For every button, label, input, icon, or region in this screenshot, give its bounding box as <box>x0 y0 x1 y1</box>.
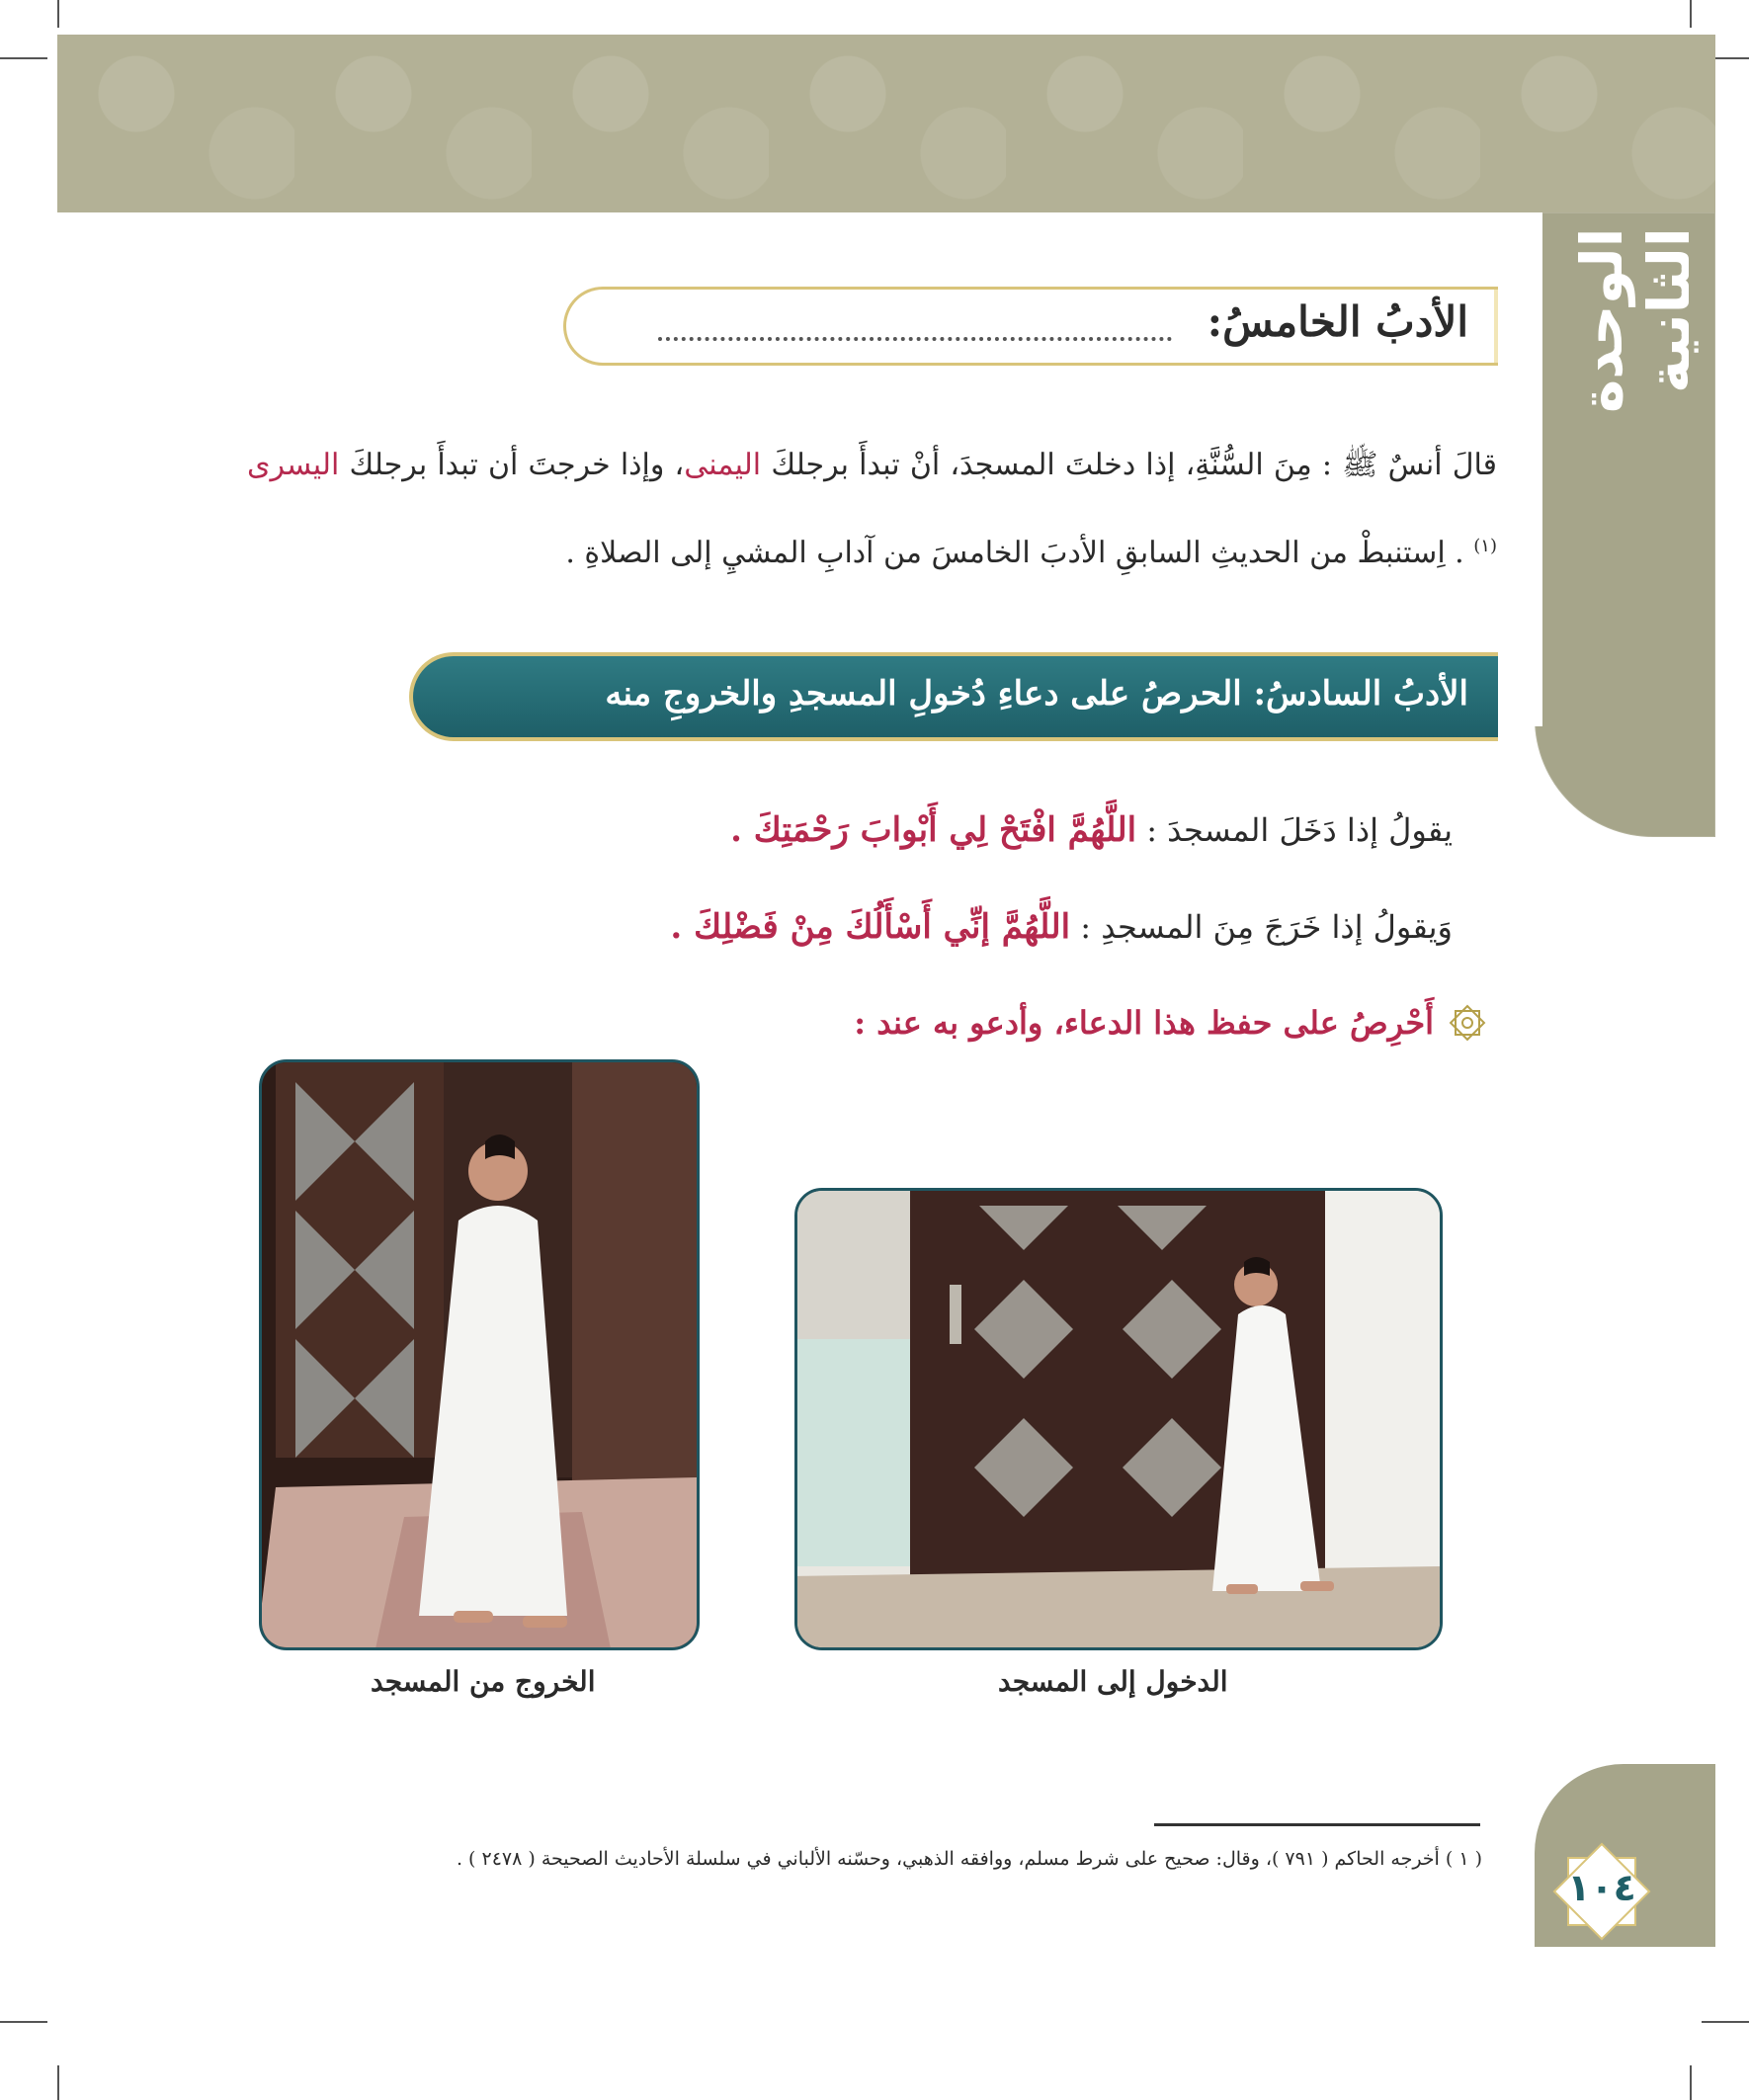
section5-heading <box>563 287 1498 366</box>
para-text: ، وإذا خرجتَ أن تبدأَ برجلكَ <box>339 448 685 482</box>
enter-mosque-photo <box>794 1188 1443 1650</box>
section6-heading <box>409 652 1498 741</box>
crop-mark <box>1690 2065 1692 2100</box>
instruction-line <box>854 1003 1487 1043</box>
crop-mark <box>1690 0 1692 28</box>
crop-mark <box>1702 2021 1749 2023</box>
para-text: . اِستنبطْ من الحديثِ السابقِ الأدبَ الخامسَ من آدابِ المشيِ إلى الصلاةِ . <box>565 536 1474 570</box>
exit-mosque-photo <box>259 1059 700 1650</box>
unit-title: الوحدة الثانية <box>1568 227 1703 413</box>
footnote-text: ( ١ ) أخرجه الحاكم ( ٧٩١ )، وقال: صحيح على شرط مسلم، ووافقه الذهبي، وحسّنه الألباني في سلسلة الأحاديث الصحيحة ( ٢٤٧٨ ) . <box>456 1848 1482 1870</box>
enter-dua-line <box>730 810 1453 850</box>
para-text: قالَ أنسٌ ﷺ : مِنَ السُّنَّةِ، إذا دخلتَ المسجدَ، أنْ تبدأَ برجلكَ <box>761 448 1497 482</box>
exit-dua: اللَّهُمَّ إنِّي أَسْأَلُكَ مِنْ فَضْلِكَ . <box>670 907 1071 947</box>
crop-mark <box>0 2021 47 2023</box>
page-number: ١٠٤ <box>1567 1866 1636 1909</box>
highlight-right: اليمنى <box>684 448 762 482</box>
crop-mark <box>57 0 59 28</box>
enter-photo-illustration <box>794 1191 1440 1650</box>
enter-caption: الدخول إلى المسجد <box>998 1665 1228 1698</box>
section6-title: الأدبُ السادسُ: الحرصُ على دعاءِ دُخولِ المسجدِ والخروجِ منه <box>605 674 1468 714</box>
exit-caption: الخروج من المسجد <box>371 1665 596 1698</box>
flower-icon <box>1448 1003 1487 1043</box>
highlight-left: اليسرى <box>247 448 340 482</box>
crop-mark <box>0 57 47 59</box>
section5-title: الأدبُ الخامسُ: <box>1207 297 1468 346</box>
exit-intro: وَيقولُ إذا خَرَجَ مِنَ المسجدِ : <box>1070 908 1453 946</box>
enter-dua: اللَّهُمَّ افْتَحْ لِي أَبْوابَ رَحْمَتِكَ . <box>730 810 1137 850</box>
enter-intro: يقولُ إذا دَخَلَ المسجدَ : <box>1136 811 1453 849</box>
instruction-text: أَحْرِصُ على حفظ هذا الدعاء، وأدعو به عند : <box>854 1004 1434 1042</box>
hadith-paragraph <box>247 425 1497 594</box>
exit-dua-line <box>670 907 1453 947</box>
exit-photo-illustration <box>259 1062 697 1650</box>
footnote-divider <box>1154 1823 1480 1826</box>
heading-dotted-line <box>658 337 1172 341</box>
footnote-ref: (١) <box>1473 536 1497 556</box>
crop-mark <box>57 2065 59 2100</box>
top-banner <box>57 35 1715 212</box>
